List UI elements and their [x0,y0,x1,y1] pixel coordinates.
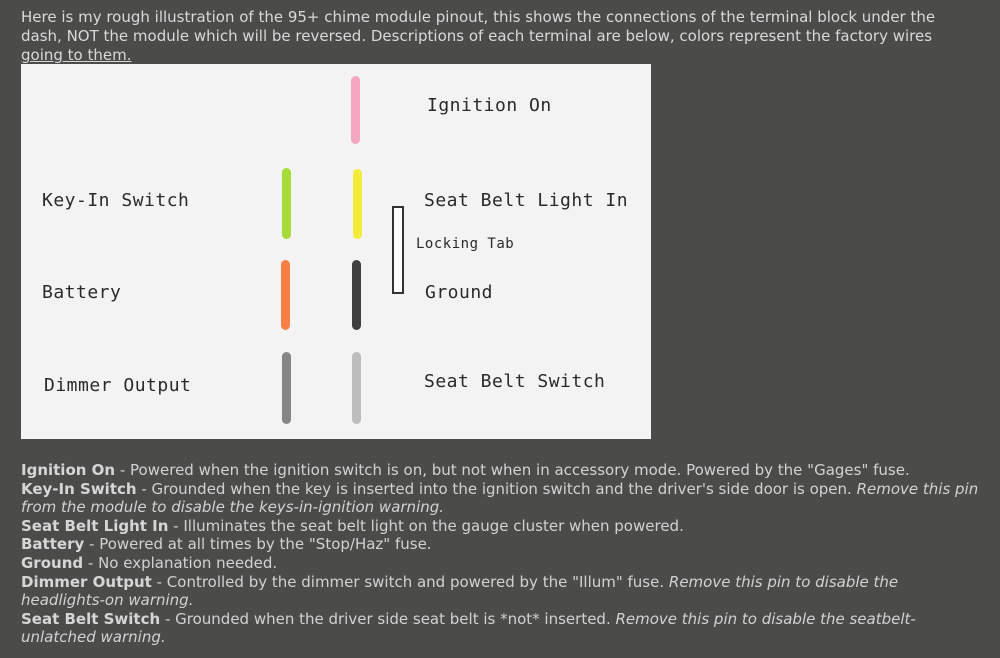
description-item [21,461,981,480]
pin-ignition-on [351,76,360,144]
description-note: Remove this pin from the module to disable the keys-in-ignition warning. [21,479,979,517]
description-item [21,480,981,517]
description-term: Dimmer Output [21,572,152,591]
pin-seat-belt-switch [352,352,361,424]
description-separator: - [168,516,184,535]
description-text: Powered when the ignition switch is on, but not when in accessory mode. Powered by the "Gages" fuse. [130,461,910,479]
terminal-descriptions [21,461,981,647]
description-separator: - [83,553,99,572]
label-key-in-switch: Key-In Switch [42,190,190,211]
description-term: Battery [21,535,85,554]
pin-battery [281,260,290,330]
locking-tab-shape [392,206,404,294]
description-text: Powered at all times by the "Stop/Haz" fuse. [99,535,432,554]
description-text: No explanation needed. [98,553,278,572]
pin-ground [352,260,361,330]
intro-line-2: dash, NOT the module which will be reversed. Descriptions of each terminal are below, colors represent the factory wires [21,27,933,45]
description-item [21,535,981,554]
description-note: Remove this pin to disable the seatbelt-unlatched warning. [21,609,916,647]
description-separator: - [151,572,167,591]
description-text: Grounded when the driver side seat belt is *not* inserted. [175,609,616,628]
intro-paragraph [21,8,981,65]
description-separator: - [160,609,176,628]
pin-seat-belt-light-in [353,169,362,239]
description-text: Controlled by the dimmer switch and powered by the "Illum" fuse. [166,572,669,591]
label-seat-belt-light-in: Seat Belt Light In [424,190,629,211]
label-dimmer-output: Dimmer Output [44,375,192,396]
description-item [21,517,981,536]
description-item [21,573,981,610]
description-separator: - [84,535,100,554]
description-term: Seat Belt Light In [21,516,169,535]
description-term: Key-In Switch [21,479,137,498]
label-seat-belt-switch: Seat Belt Switch [424,371,606,392]
description-text: Grounded when the key is inserted into the ignition switch and the driver's side door is open. [151,479,857,498]
description-separator: - [136,479,152,498]
label-ignition-on: Ignition On [427,95,552,116]
description-item [21,554,981,573]
description-separator: - [115,461,131,479]
pin-dimmer-output [282,352,291,424]
description-item [21,610,981,647]
description-note: Remove this pin to disable the headlights-on warning. [21,572,899,610]
label-locking-tab: Locking Tab [416,236,515,252]
pin-key-in-switch [282,168,291,239]
description-text: Illuminates the seat belt light on the gauge cluster when powered. [183,516,684,535]
description-term: Ignition On [21,461,116,479]
intro-line-1: Here is my rough illustration of the 95+ chime module pinout, this shows the connections of the terminal block under the [21,8,936,26]
pinout-diagram [21,64,651,439]
label-battery: Battery [42,282,122,303]
description-term: Seat Belt Switch [21,609,161,628]
intro-line-3: going to them. [21,46,132,64]
description-term: Ground [21,553,84,572]
label-ground: Ground [425,282,494,303]
